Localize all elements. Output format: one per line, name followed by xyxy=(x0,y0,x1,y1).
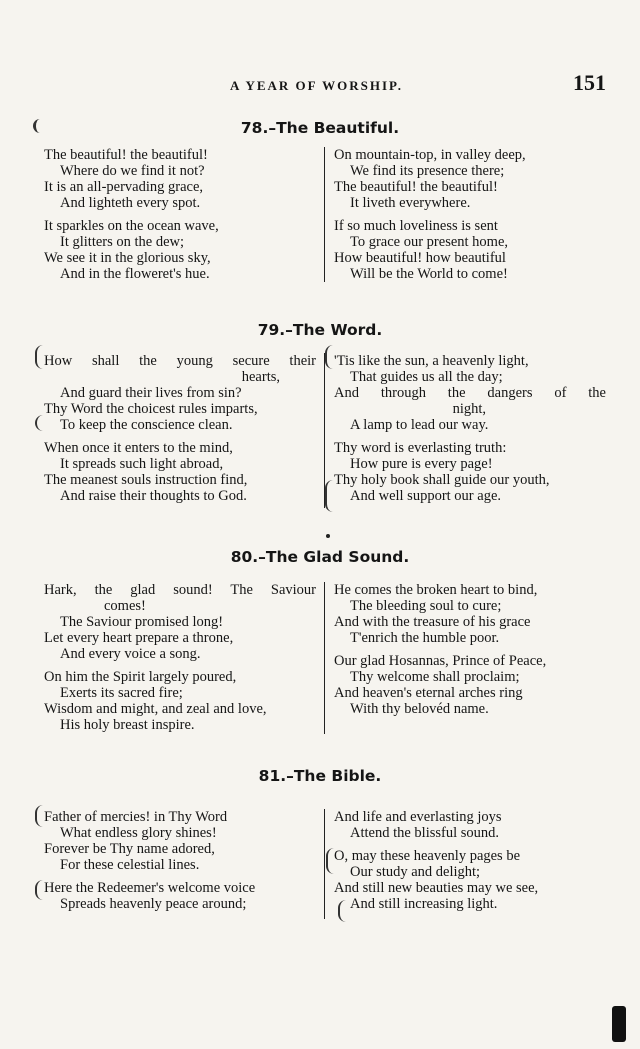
stanza-gap xyxy=(334,841,606,848)
verse-line: How shall the young secure their xyxy=(44,353,316,369)
left-column xyxy=(44,582,316,733)
verse-line: And with the treasure of his grace xyxy=(334,614,531,630)
verse-line: It liveth everywhere. xyxy=(350,195,471,211)
verse-line: Our study and delight; xyxy=(350,864,481,880)
verse-line: How pure is every page! xyxy=(350,456,493,472)
verse-line: Spreads heavenly peace around; xyxy=(60,896,247,912)
verse-line: 'Tis like the sun, a heavenly light, xyxy=(334,353,529,369)
pencil-bracket-mark xyxy=(33,119,42,133)
verse-line: Here the Redeemer's welcome voice xyxy=(44,880,256,896)
verse-line: On him the Spirit largely poured, xyxy=(44,669,237,685)
running-title: A YEAR OF WORSHIP. xyxy=(230,78,404,93)
pencil-bracket-mark xyxy=(325,480,337,512)
verse-line: And every voice a song. xyxy=(60,646,201,662)
column-divider xyxy=(324,147,325,282)
left-column xyxy=(44,353,316,504)
column-divider xyxy=(324,809,325,919)
verse-line: Thy holy book shall guide our youth, xyxy=(334,472,550,488)
hymn-title: 81.–The Bible. xyxy=(258,767,382,785)
verse-line: Thy word is everlasting truth: xyxy=(334,440,507,456)
verse-line: To grace our present home, xyxy=(350,234,509,250)
verse-line: Exerts its sacred fire; xyxy=(60,685,183,701)
verse-line: night, xyxy=(452,401,486,417)
right-column xyxy=(334,809,606,912)
verse-line: The Saviour promised long! xyxy=(60,614,224,630)
stanza-gap xyxy=(44,662,316,669)
verse-line: Father of mercies! in Thy Word xyxy=(44,809,228,825)
page-header xyxy=(0,68,640,98)
verse-line: Let every heart prepare a throne, xyxy=(44,630,234,646)
pencil-bracket-mark xyxy=(325,345,335,369)
stanza-gap xyxy=(334,646,606,653)
verse-line: Will be the World to come! xyxy=(350,266,508,282)
verse-line: His holy breast inspire. xyxy=(60,717,195,733)
hymn-title: 79.–The Word. xyxy=(257,321,383,339)
ink-dot xyxy=(326,534,330,538)
pencil-bracket-mark xyxy=(35,415,47,431)
verse-line: Wisdom and might, and zeal and love, xyxy=(44,701,267,717)
stanza-gap xyxy=(44,211,316,218)
verse-line: And heaven's eternal arches ring xyxy=(334,685,523,701)
stanza-gap xyxy=(44,873,316,880)
pencil-bracket-mark xyxy=(35,880,47,900)
verse-line: O, may these heavenly pages be xyxy=(334,848,521,864)
page-edge-blot xyxy=(612,1006,626,1042)
verse-line: And raise their thoughts to God. xyxy=(60,488,247,504)
verse-line: We see it in the glorious sky, xyxy=(44,250,211,266)
verse-line: The bleeding soul to cure; xyxy=(350,598,502,614)
verse-line: It is an all-pervading grace, xyxy=(44,179,204,195)
verse-line: The meanest souls instruction find, xyxy=(44,472,248,488)
hymn-title: 80.–The Glad Sound. xyxy=(230,548,410,566)
verse-line: Thy Word the choicest rules imparts, xyxy=(44,401,258,417)
verse-line: And still new beauties may we see, xyxy=(334,880,539,896)
verse-line: Attend the blissful sound. xyxy=(350,825,500,841)
verse-line: That guides us all the day; xyxy=(350,369,503,385)
verse-line: When once it enters to the mind, xyxy=(44,440,233,456)
verse-line: He comes the broken heart to bind, xyxy=(334,582,538,598)
verse-line: Where do we find it not? xyxy=(60,163,205,179)
verse-line: comes! xyxy=(104,598,146,614)
left-column xyxy=(44,809,316,912)
verse-line: To keep the conscience clean. xyxy=(60,417,233,433)
page-number: 151 xyxy=(573,70,606,95)
verse-line: It sparkles on the ocean wave, xyxy=(44,218,219,234)
verse-line: And in the floweret's hue. xyxy=(60,266,210,282)
verse-line: Our glad Hosannas, Prince of Peace, xyxy=(334,653,547,669)
verse-line: And still increasing light. xyxy=(350,896,498,912)
column-divider xyxy=(324,582,325,734)
verse-line: hearts, xyxy=(241,369,280,385)
verse-line: The beautiful! the beautiful! xyxy=(44,147,208,163)
verse-line: A lamp to lead our way. xyxy=(350,417,489,433)
verse-line: With thy belovéd name. xyxy=(350,701,489,717)
stanza-gap xyxy=(334,211,606,218)
left-column xyxy=(44,147,316,282)
verse-line: Forever be Thy name adored, xyxy=(44,841,215,857)
verse-line: And life and everlasting joys xyxy=(334,809,502,825)
verse-line: For these celestial lines. xyxy=(60,857,200,873)
right-column xyxy=(334,582,606,717)
verse-line: The beautiful! the beautiful! xyxy=(334,179,498,195)
verse-line: Thy welcome shall proclaim; xyxy=(350,669,520,685)
verse-line: It glitters on the dew; xyxy=(60,234,185,250)
hymn-title: 78.–The Beautiful. xyxy=(240,119,400,137)
verse-line: How beautiful! how beautiful xyxy=(334,250,506,266)
verse-line: And lighteth every spot. xyxy=(60,195,201,211)
pencil-bracket-mark xyxy=(35,805,47,827)
pencil-bracket-mark xyxy=(338,900,348,922)
right-column xyxy=(334,353,606,504)
right-column xyxy=(334,147,606,282)
pencil-bracket-mark xyxy=(326,848,338,874)
verse-line: What endless glory shines! xyxy=(60,825,217,841)
verse-line: And well support our age. xyxy=(350,488,502,504)
verse-line: We find its presence there; xyxy=(350,163,505,179)
verse-line: And through the dangers of the xyxy=(334,385,606,401)
verse-line: And guard their lives from sin? xyxy=(60,385,242,401)
stanza-gap xyxy=(334,433,606,440)
verse-line: On mountain-top, in valley deep, xyxy=(334,147,526,163)
stanza-gap xyxy=(44,433,316,440)
verse-line: Hark, the glad sound! The Saviour xyxy=(44,582,316,598)
verse-line: It spreads such light abroad, xyxy=(60,456,224,472)
verse-line: T'enrich the humble poor. xyxy=(350,630,500,646)
verse-line: If so much loveliness is sent xyxy=(334,218,498,234)
pencil-bracket-mark xyxy=(35,345,47,369)
